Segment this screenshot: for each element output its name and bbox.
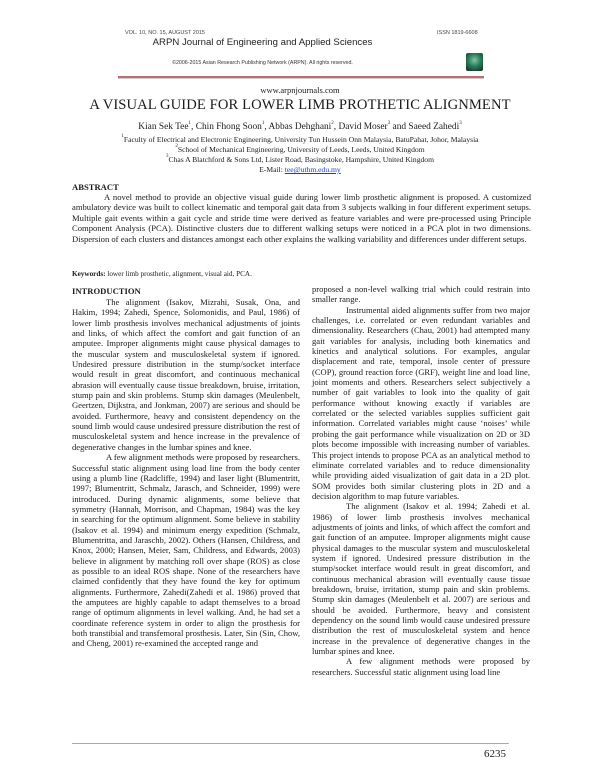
- header-divider: [118, 76, 484, 79]
- page-number: 6235: [484, 748, 506, 760]
- paragraph: proposed a non-level walking trial which could restrain into smaller range.: [312, 284, 530, 305]
- author-list: [0, 122, 600, 132]
- author: Chin Fhong Soon$^1$,: [195, 121, 269, 132]
- paper-title: A VISUAL GUIDE FOR LOWER LIMB PROTHETIC ALIGNMENT: [89, 97, 511, 113]
- right-column: [312, 284, 530, 677]
- arpn-logo-icon: [466, 53, 483, 71]
- paragraph: The alignment (Isakov, Mizrahi, Susak, Ona, and Hakim, 1994; Zahedi, Spence, Solomonidis, and Paul, 1986) of lower limb prosthesis involves mechanical adjustments of joints and links, of which affect the comfort and gait function of an amputee. Improper alignments might cause physical damages to the muscular system and musculoskeletal system if ignored. Undesired pressure distribution in the stump/socket interface would result in great discomfort, and continuous mechanical abrasion will eventually cause tissue breakdown, bruise, irritation, stump pain and skin problems. Stump skin damages (Meulenbelt, Geertzen, Dijkstra, and Jonkman, 2007) are serious and should be avoided. Furthermore, heavy and consistent dependency on the sound limb would cause undesired pressure distribution the rest of musculoskeletal system and hence increase in the prevalence of degenerative changes in the lumbar spines and knee.: [72, 297, 300, 452]
- abstract-body: A novel method to provide an objective visual guide during lower limb prosthetic alignment is proposed. A customized ambulatory device was built to collect kinematic and temporal gait data from 3 subjects walking in four different experiment setups. Multiple gait events within a gait cycle and stride time were derived as feature variables and were pre-processed using Principle Component Analysis (PCA). Distinctive clusters due to different walking setups were noticed in a PCA plot in two dimensions. Dispersion of each clusters and distances amongst each other explains the walking variability and differences under different setups.: [72, 192, 531, 244]
- journal-name: ARPN Journal of Engineering and Applied Sciences: [152, 37, 373, 48]
- issn: ISSN 1819-6608: [437, 30, 478, 36]
- author: Saeed Zahedi$^3$: [408, 121, 462, 132]
- copyright-notice: ©2006-2015 Asian Research Publishing Network (ARPN). All rights reserved.: [172, 60, 353, 66]
- author: David Moser$^3$ and: [338, 121, 409, 132]
- affiliation: $^2$School of Mechanical Engineering, University of Leeds, Leeds, United Kingdom: [175, 144, 425, 154]
- affiliation: $^1$Faculty of Electrical and Electronic Engineering, University Tun Hussein Onn Malaysia, BatuPahat, Johor, Malaysia: [121, 134, 479, 144]
- paragraph: A few alignment methods were proposed by researchers. Successful static alignment using load line from the body center using a plumb line (Radcliffe, 1994) and laser light (Blumentritt, 1997; Blumentritt, Schmalz, Jarasch, and Schneider, 1999) were introduced. During dynamic alignments, some believe that symmetry (Hannah, Morrison, and Chapman, 1984) was the key in searching for the optimum alignment. Some believe in stability (Isakov et al. 1994) and minimum energy expedition (Schmalz, Blumentritta, and Jaraschb, 2002). Others (Hansen, Childress, and Knox, 2000; Hansen, Meier, Sam, Childress, and Edwards, 2003) believe in alignment by matching roll over shape (ROS) as close as possible to an ideal ROS shape. None of the researchers have claimed confidently that they have found the key for optimum alignments. Furthermore, Zahedi(Zahedi et al. 1986) proved that the amputees are highly capable to adapt themselves to a broad range of optimum alignments in level walking. And, he had set a coordinate reference system in order to align the prosthesis for both transtibial and transfemoral prosthesis. Later, Sin (Sin, Chow, and Cheng, 2001) re-examined the accepted range and: [72, 452, 300, 649]
- paragraph: A few alignment methods were proposed by researchers. Successful static alignment using load line: [312, 656, 530, 677]
- left-column: [72, 297, 300, 649]
- author: Abbas Dehghani$^2$,: [268, 121, 339, 132]
- author: Kian Sek Tee$^1$,: [138, 121, 196, 132]
- paragraph: Instrumental aided alignments suffer from two major challenges, i.e. correlated or even redundant variables and dimensionality. Researchers (Chau, 2001) had attempted many gait variables for analysis, including both kinematics and kinetics and analytical solutions. For examples, angular displacement and rate, temporal, insole center of pressure (COP), ground reaction force (GRF), weight line and load line, joint moments and others. Researchers select subjectively a number of gait variables to look into the quality of gait performance without knowing exactly if variables are correlated or the selected variables supplies sufficient gait information. Correlated variables might cause ‘noises’ while probing the gait performance while visualization on 2D or 3D plots become impossible with increasing number of variables. This project intends to propose PCA as an analytical method to eliminate correlated variables and to reduce dimensionality while providing aided visualization of gait data in a 2D plot. SOM provides both similar clustering plots in 2D and a decision algorithm to map future variables.: [312, 304, 530, 501]
- paragraph: The alignment (Isakov et al. 1994; Zahedi et al. 1986) of lower limb prosthesis involves mechanical adjustments of joints and links, of which affect the comfort and gait function of an amputee. Improper alignments might cause physical damages to the muscular system and musculoskeletal system if ignored. Undesired pressure distribution in the stump/socket interface would result in great discomfort, and continuous mechanical abrasion will eventually cause tissue breakdown, bruise, irritation, stump pain and skin problems. Stump skin damages (Meulenbelt et al. 2007) are serious and should be avoided. Furthermore, heavy and consistent dependency on the sound limb would cause undesired pressure distribution the rest of musculoskeletal system and hence increase in the prevalence of degenerative changes in the lumbar spines and knee.: [312, 501, 530, 657]
- footer-divider: [72, 743, 509, 744]
- affiliation: $^3$Chas A Blatchford & Sons Ltd, Lister Road, Basingstoke, Hampshire, United Kingdom: [165, 154, 435, 164]
- email-link[interactable]: tee@uthm.edu.my: [284, 165, 341, 174]
- volume-info: VOL. 10, NO. 15, AUGUST 2015: [125, 30, 205, 36]
- email-line: E-Mail: tee@uthm.edu.my: [259, 165, 341, 174]
- abstract-heading: ABSTRACT: [72, 182, 119, 192]
- keywords: Keywords: lower limb prosthetic, alignment, visual aid, PCA.: [72, 270, 252, 278]
- introduction-heading: INTRODUCTION: [72, 286, 141, 296]
- journal-website: www.arpnjournals.com: [260, 85, 340, 95]
